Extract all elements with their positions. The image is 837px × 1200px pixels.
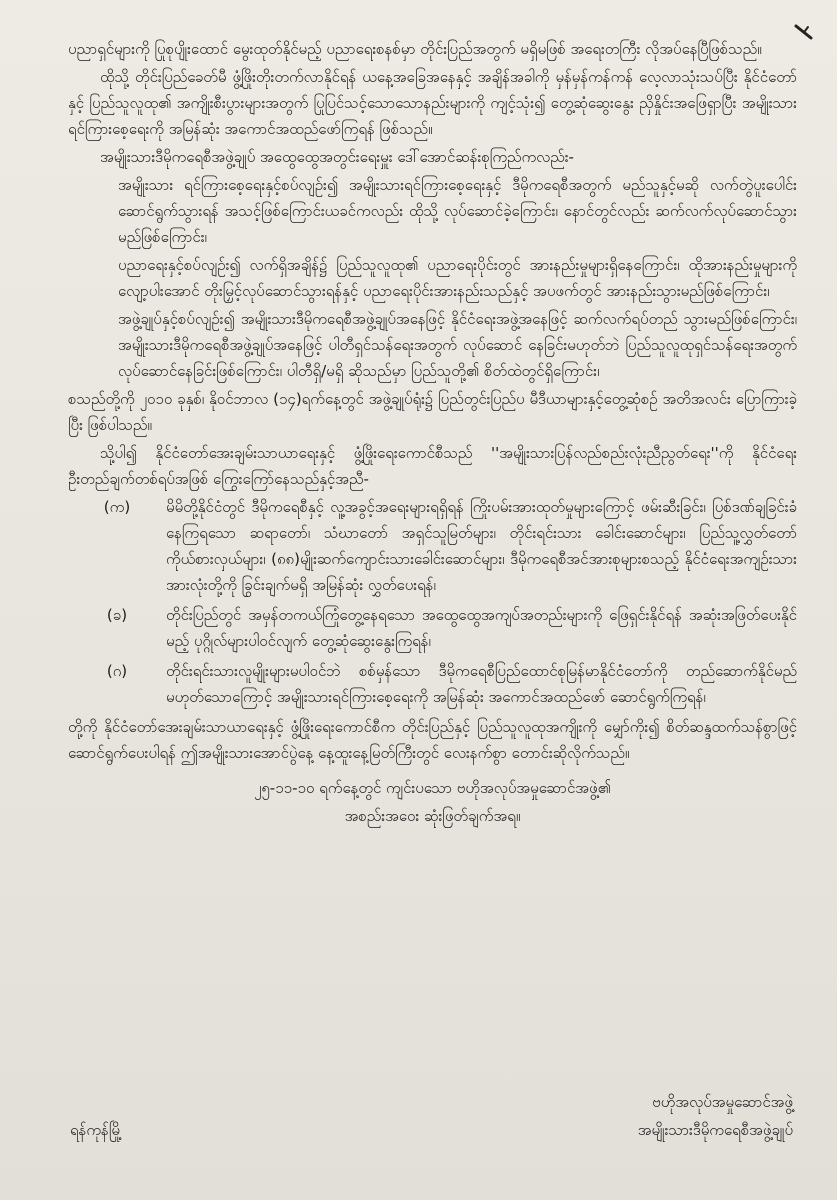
pen-mark-icon [793,22,815,44]
demand-item-text: တိုင်းရင်းသားလူမျိုးများမပါဝင်ဘဲ စစ်မှန်သော ဒီမိုကရေစီပြည်ထောင်စုမြန်မာနိုင်ငံတော်ကို တည်ဆောက်နိုင်မည် မဟုတ်သောကြောင့် အမျိုးသားရင်ကြားစေ့ရေးကို အမြန်ဆုံး အကောင်အထည်ဖော် ဆောင်ရွက်ကြရန်၊ [166,662,797,706]
resolution-line: ၂၅-၁၁-၁၀ ရက်နေ့တွင် ကျင်းပသော ဗဟိုအလုပ်အမှုဆောင်အဖွဲ့၏ [254,779,611,797]
demand-item-text: တိုင်းပြည်တွင် အမှန်တကယ်ကြုံတွေ့နေရသော အထွေထွေအကျပ်အတည်းများကို ဖြေရှင်းနိုင်ရန် အဆုံးအဖြတ်ပေးနိုင်မည့် ပုဂ္ဂိုလ်များပါဝင်လျက် တွေ့ဆုံဆွေးနွေးကြရန်၊ [166,606,797,650]
demand-item-text: မိမိတို့နိုင်ငံတွင် ဒီမိုကရေစီနှင့် လူ့အခွင့်အရေးများရရှိရန် ကြိုးပမ်းအားထုတ်မှုများကြောင့် ဖမ်းဆီးခြင်း၊ ပြစ်ဒဏ်ချခြင်းခံနေကြရသော ဆရာတော်၊ သံဃာတော် အရှင်သူမြတ်များ၊ တိုင်းရင်းသား ခေါင်းဆောင်များ၊ ပြည်သူ့လွှတ်တော်ကိုယ်စားလှယ်များ၊ (၈၈)မျိုးဆက်ကျောင်းသားခေါင်းဆောင်များ၊ ဒီမိုကရေစီအင်အားစုများစသည့် နိုင်ငံရေးအကျဉ်းသားအားလုံးတို့ကို ခြွင်းချက်မရှိ အမြန်ဆုံး လွှတ်ပေးရန်၊ [166,498,797,594]
signature-line: ဗဟိုအလုပ်အမှုဆောင်အဖွဲ့ [652,1093,793,1111]
quote-paragraph: အမျိုးသား ရင်ကြားစေ့ရေးနှင့်စပ်လျဉ်း၍ အမျိုးသားရင်ကြားစေ့ရေးနှင့် ဒီမိုကရေစီအတွက် မည်သူနှင့်မဆို လက်တွဲပူးပေါင်း ဆောင်ရွက်သွားရန် အသင့်ဖြစ်ကြောင်းယခင်ကလည်း ထိုသို့ လုပ်ဆောင်ခဲ့ကြောင်း၊ နောင်တွင်လည်း ဆက်လက်လုပ်ဆောင်သွားမည်ဖြစ်ကြောင်း၊ [118,176,797,246]
demand-item [68,658,797,710]
resolution-line: အစည်းအဝေး ဆုံးဖြတ်ချက်အရ။ [344,807,521,825]
demand-item-label: (က) [103,498,131,516]
body-paragraph: ထိုသို့ တိုင်းပြည်ခေတ်မီ ဖွံ့ဖြိုးတိုးတက်လာနိုင်ရန် ယနေ့အခြေအနေနှင့် အချိန်အခါကို မှန်မှန်ကန်ကန် လေ့လာသုံးသပ်ပြီး နိုင်ငံတော်နှင့် ပြည်သူလူထု၏ အကျိုးစီးပွားများအတွက် ပြုပြင်သင့်သောသောနည်းများကို ကျင့်သုံး၍ တွေ့ဆုံဆွေးနွေး ညှိနှိုင်းအဖြေရှာပြီး အမျိုးသားရင်ကြားစေ့ရေးကို အမြန်ဆုံး အကောင်အထည်ဖော်ကြရန် ဖြစ်သည်။ [68,68,797,138]
signature-line: အမျိုးသားဒီမိုကရေစီအဖွဲ့ချုပ် [637,1121,793,1139]
demand-item [68,602,797,654]
demand-item [68,494,797,598]
closing-paragraph: တို့ကို နိုင်ငံတော်အေးချမ်းသာယာရေးနှင့် ဖွံ့ဖြိုးရေးကောင်စီက တိုင်းပြည်နှင့် ပြည်သူလူထုအကျိုးကို မျှော်ကိုး၍ စိတ်ဆန္ဒထက်သန်စွာဖြင့် ဆောင်ရွက်ပေးပါရန် ဤအမျိုးသားအောင်ပွဲနေ့ နေ့ထူးနေ့မြတ်ကြီးတွင် လေးနက်စွာ တောင်းဆိုလိုက်သည်။ [68,718,797,762]
demand-item-label: (ဂ) [106,662,128,680]
quote-paragraph: ပညာရေးနှင့်စပ်လျဉ်း၍ လက်ရှိအချိန်၌ ပြည်သူလူထု၏ ပညာရေးပိုင်းတွင် အားနည်းမှုများရှိနေကြောင်း၊ ထိုအားနည်းမှုများကို လျော့ပါးအောင် တိုးမြှင့်လုပ်ဆောင်သွားရန်နှင့် ပညာရေးပိုင်းအားနည်းသည်နှင့် အပဖက်တွင် အားနည်းသွားမည်ဖြစ်ကြောင်း၊ [118,256,797,300]
place-line: ရန်ကုန်မြို့ [70,1121,123,1139]
body-paragraph: အမျိုးသားဒီမိုကရေစီအဖွဲ့ချုပ် အထွေထွေအတွင်းရေးမှူး ဒေါ်အောင်ဆန်းစုကြည်ကလည်း- [100,148,574,166]
body-paragraph: သို့ပါ၍ နိုင်ငံတော်အေးချမ်းသာယာရေးနှင့် ဖွံ့ဖြိုးရေးကောင်စီသည် ''အမျိုးသားပြန်လည်စည်းလုံးညီညွတ်ရေး''ကို နိုင်ငံရေးဦးတည်ချက်တစ်ရပ်အဖြစ် ကြွေးကြော်နေသည်နှင့်အညီ- [68,444,797,488]
body-paragraph: စသည်တို့ကို ၂၀၁၀ ခုနှစ်၊ နိုဝင်ဘာလ (၁၄)ရက်နေ့တွင် အဖွဲ့ချုပ်ရုံး၌ ပြည်တွင်းပြည်ပ မီဒီယာများနှင့်တွေ့ဆုံစဉ် အတိအလင်း ပြောကြားခဲ့ပြီး ဖြစ်ပါသည်။ [68,390,797,434]
demand-item-label: (ခ) [106,606,128,624]
quote-paragraph: အဖွဲ့ချုပ်နှင့်စပ်လျဉ်း၍ အမျိုးသားဒီမိုကရေစီအဖွဲ့ချုပ်အနေဖြင့် နိုင်ငံရေးအဖွဲ့အနေဖြင့် ဆက်လက်ရပ်တည် သွားမည်ဖြစ်ကြောင်း၊ အမျိုးသားဒီမိုကရေစီအဖွဲ့ချုပ်အနေဖြင့် ပါတီရှင်သန်ရေးအတွက် လုပ်ဆောင် နေခြင်းမဟုတ်ဘဲ ပြည်သူလူထုရှင်သန်ရေးအတွက် လုပ်ဆောင်နေခြင်းဖြစ်ကြောင်း၊ ပါတီရှိ/မရှိ ဆိုသည်မှာ ပြည်သူတို့၏ စိတ်ထဲတွင်ရှိကြောင်း၊ [118,310,797,380]
intro-paragraph: ပညာရှင်များကို ပြုစုပျိုးထောင် မွေးထုတ်နိုင်မည့် ပညာရေးစနစ်မှာ တိုင်းပြည်အတွက် မရှိမဖြစ် အရေးတကြီး လိုအပ်နေပြီဖြစ်သည်။ [68,40,762,58]
